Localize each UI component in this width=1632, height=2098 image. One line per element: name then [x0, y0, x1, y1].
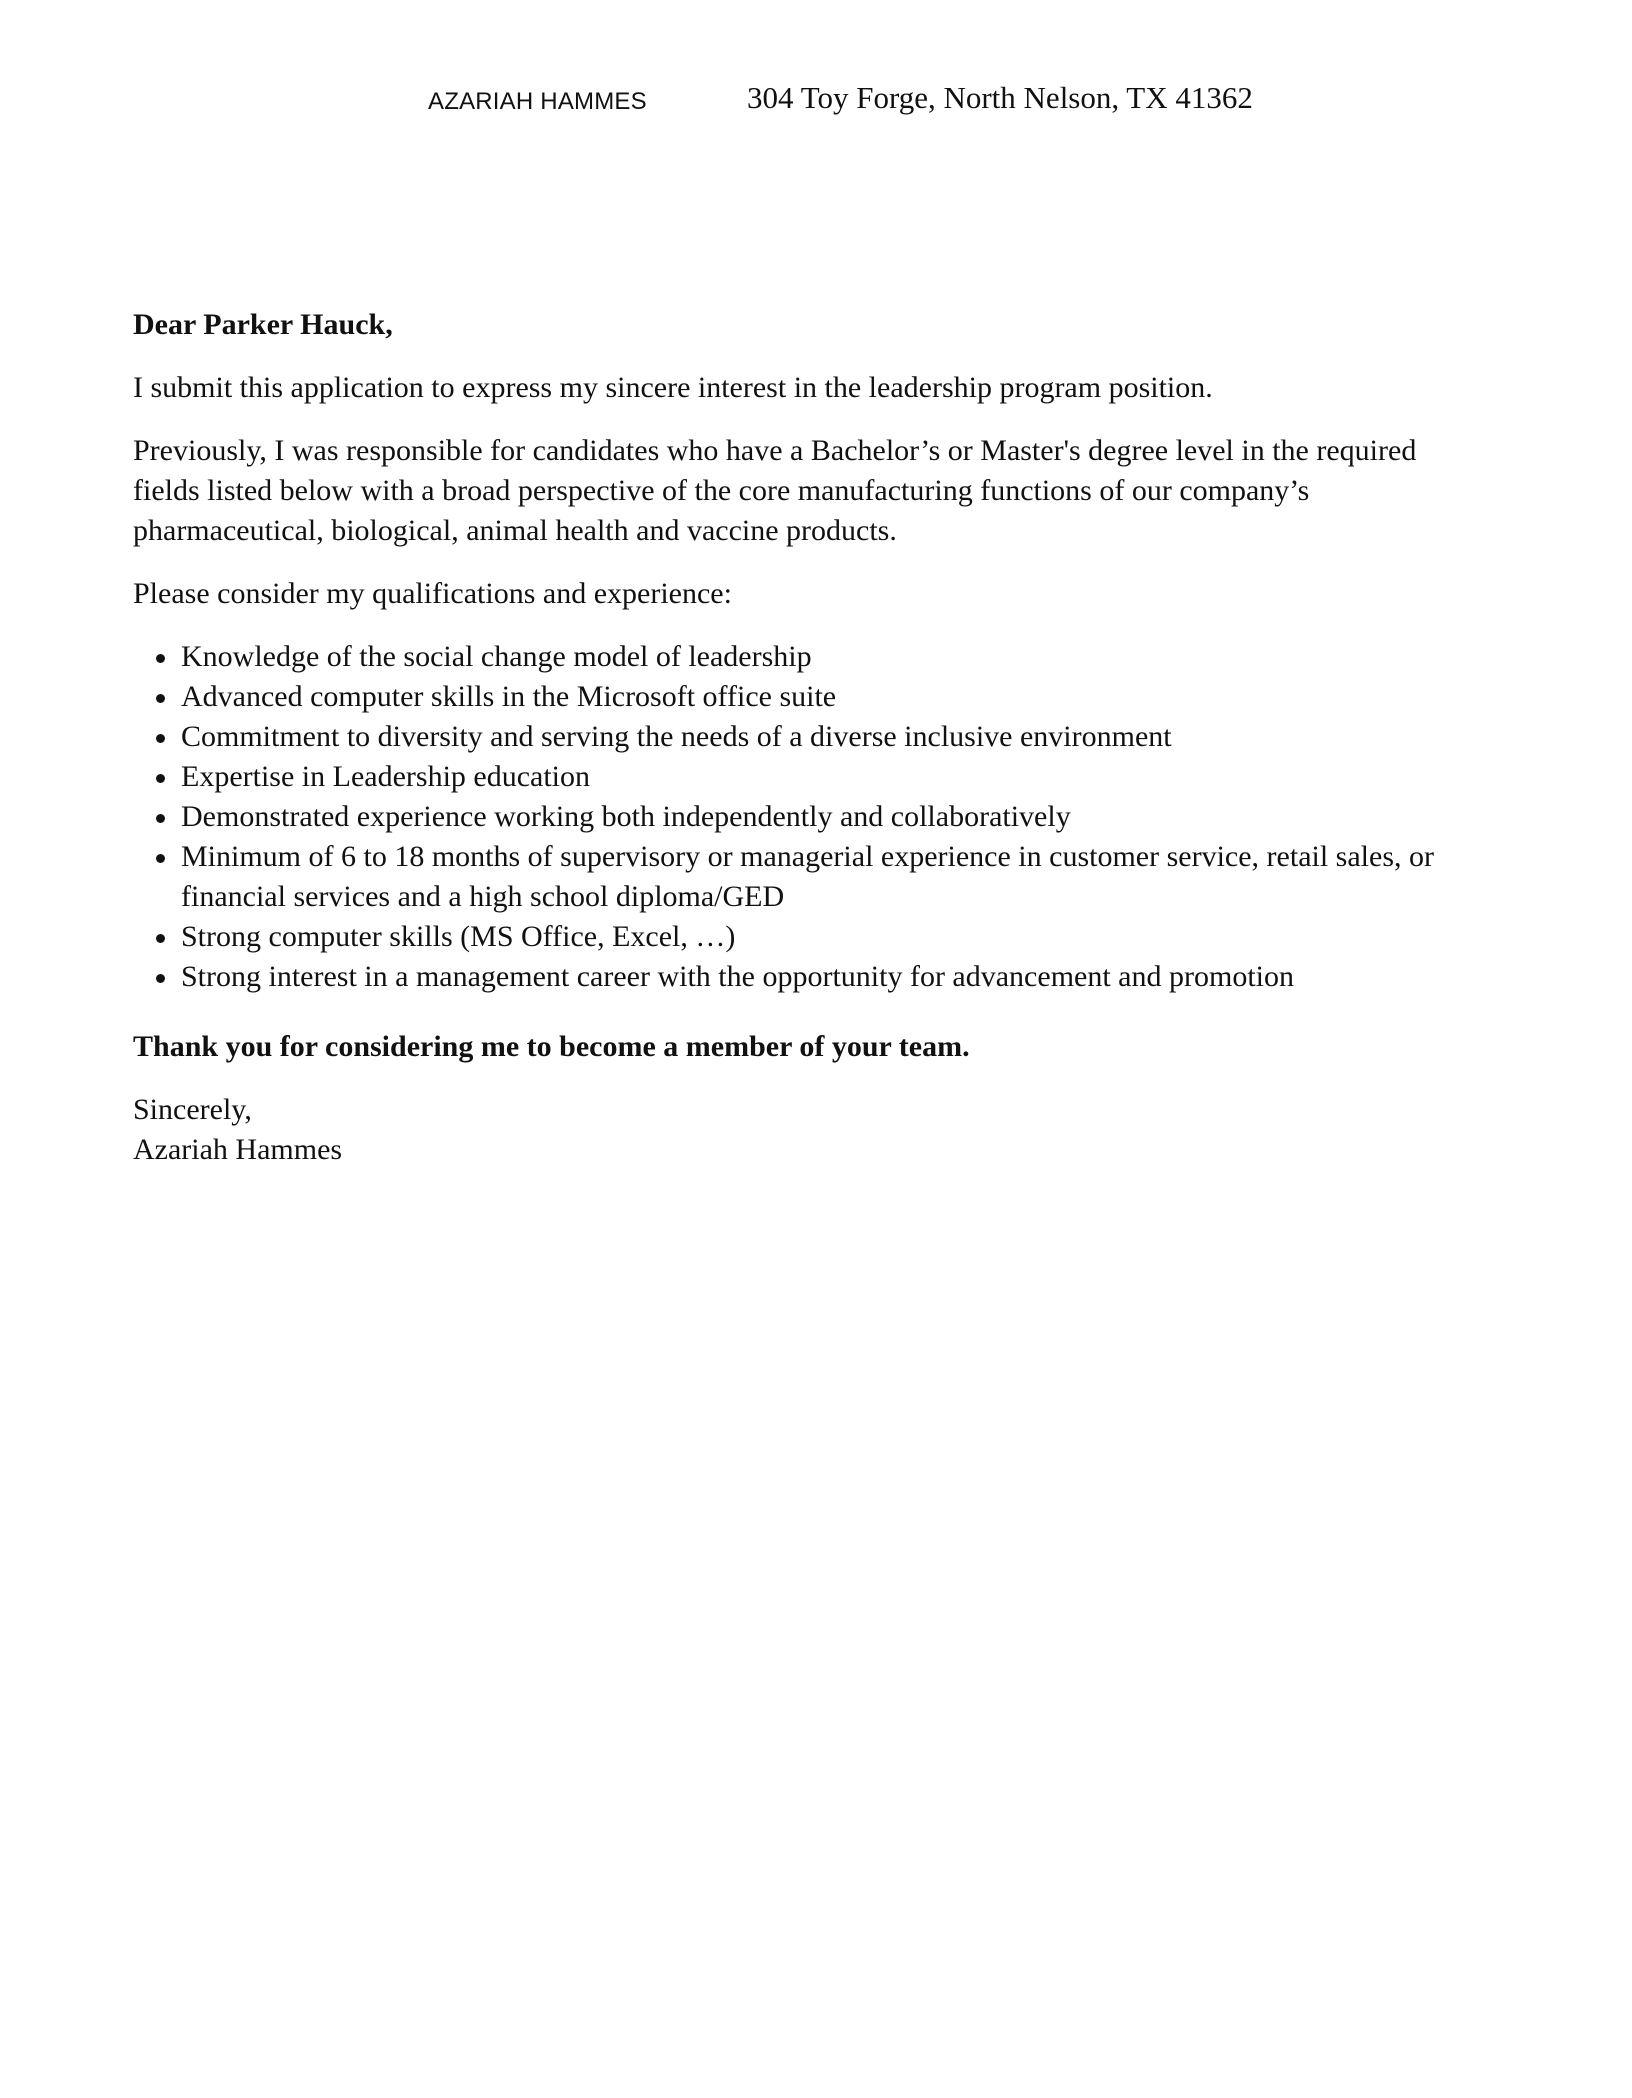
signature-name: Azariah Hammes — [133, 1133, 343, 1166]
sender-name: AZARIAH HAMMES — [428, 88, 647, 115]
experience-paragraph: Previously, I was responsible for candidates who have a Bachelor’s or Master's degree level in the required fields listed below with a broad perspective of the core manufacturing functions of our company’s pharmaceutical, biological, animal health and vaccine products. — [133, 434, 1417, 547]
qualifications-list — [133, 637, 1513, 997]
sender-address: 304 Toy Forge, North Nelson, TX 41362 — [747, 80, 1253, 115]
list-item: Advanced computer skills in the Microsoft office suite — [133, 677, 1511, 717]
list-item: Commitment to diversity and serving the needs of a diverse inclusive environment — [133, 717, 1511, 757]
list-item: Strong interest in a management career with the opportunity for advancement and promotion — [133, 957, 1511, 997]
sign-off: Sincerely, — [133, 1093, 252, 1126]
list-item: Strong computer skills (MS Office, Excel, …) — [133, 917, 1511, 957]
intro-paragraph: I submit this application to express my sincere interest in the leadership program position. — [133, 371, 1213, 404]
list-item: Demonstrated experience working both independently and collaboratively — [133, 797, 1511, 837]
qualifications-intro: Please consider my qualifications and experience: — [133, 577, 732, 610]
letterhead — [0, 80, 1632, 124]
letter-body — [133, 305, 1513, 1170]
salutation: Dear Parker Hauck, — [133, 308, 393, 341]
list-item: Knowledge of the social change model of leadership — [133, 637, 1511, 677]
closing-statement: Thank you for considering me to become a member of your team. — [133, 1030, 970, 1063]
list-item: Expertise in Leadership education — [133, 757, 1511, 797]
list-item: Minimum of 6 to 18 months of supervisory or managerial experience in customer service, retail sales, or financial services and a high school diploma/GED — [133, 837, 1511, 917]
